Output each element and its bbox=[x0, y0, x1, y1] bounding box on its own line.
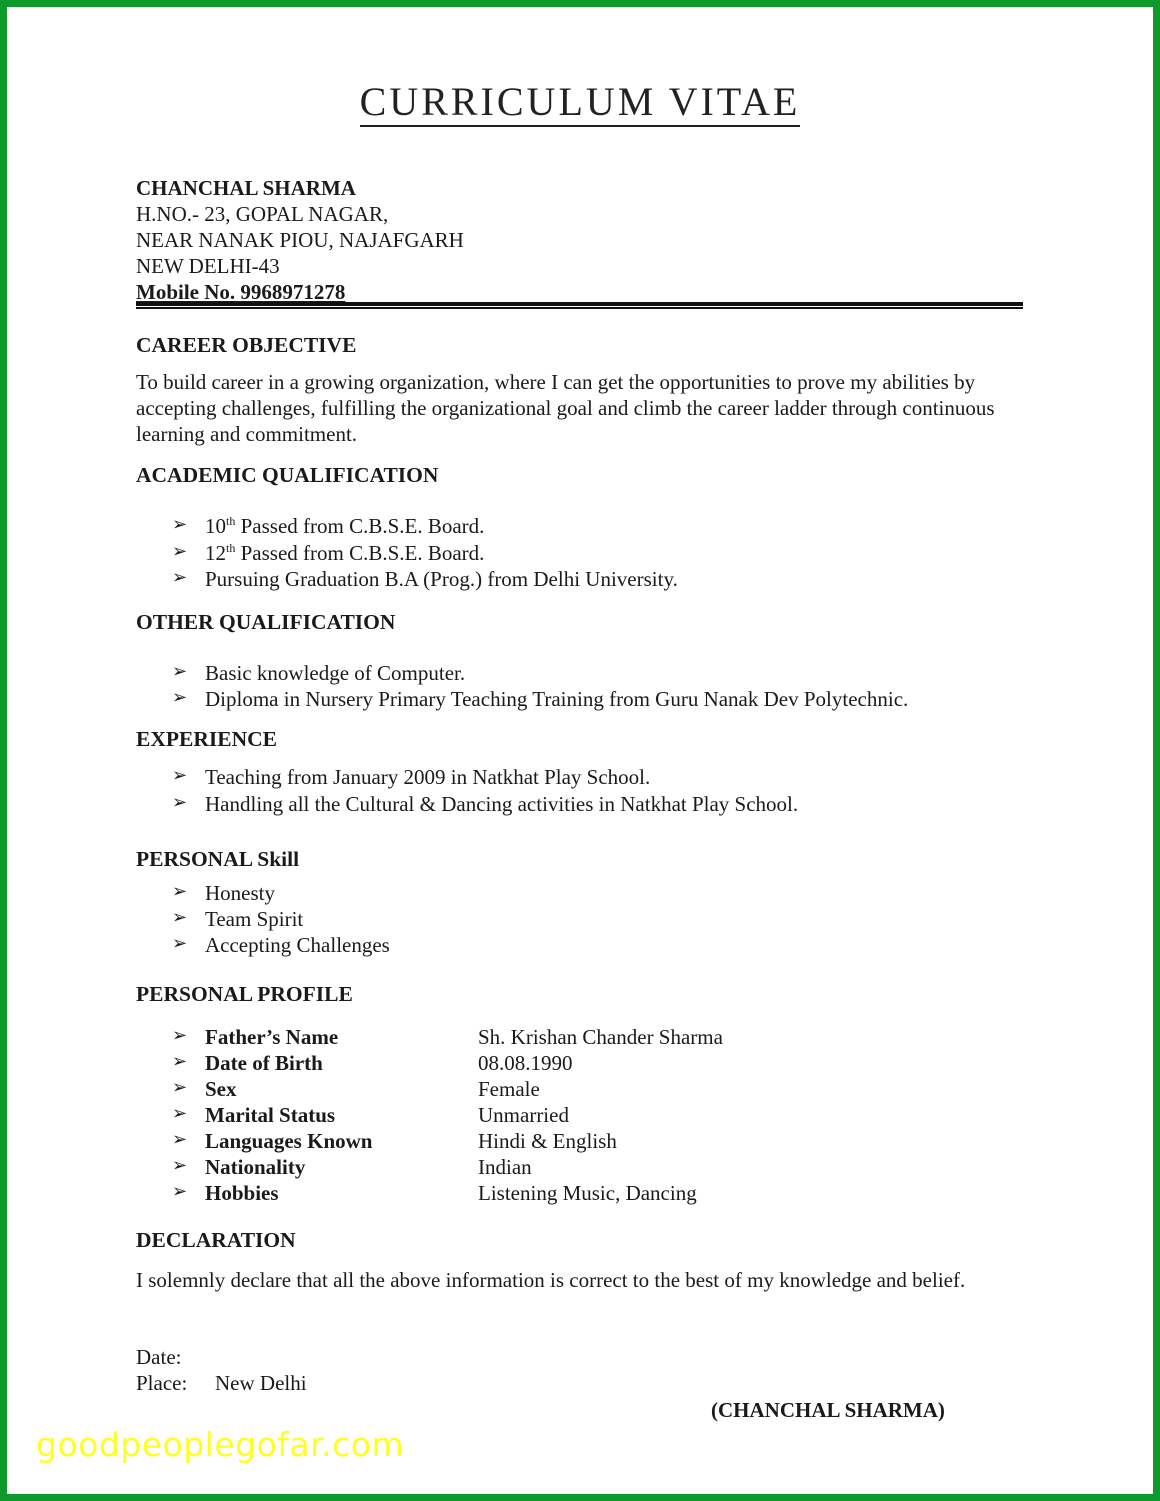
bullet-arrow-icon: ➢ bbox=[172, 765, 188, 785]
declaration-heading: DECLARATION bbox=[136, 1228, 296, 1252]
career-objective-heading: CAREER OBJECTIVE bbox=[136, 333, 357, 357]
declaration-text: I solemnly declare that all the above information is correct to the best of my knowledge and belief. bbox=[136, 1268, 966, 1292]
profile-key: Hobbies bbox=[205, 1181, 279, 1205]
career-objective-text: To build career in a growing organization, where I can get the opportunities to prove my abilities by accepting challenges, fulfilling the organizational goal and climb the career ladder through continuous learning and commitment. bbox=[136, 370, 995, 446]
place-label: Place: bbox=[136, 1371, 188, 1395]
academic-heading: ACADEMIC QUALIFICATION bbox=[136, 463, 439, 487]
bullet-arrow-icon: ➢ bbox=[172, 687, 188, 707]
address-line-1: H.NO.- 23, GOPAL NAGAR, bbox=[136, 202, 389, 226]
bullet-arrow-icon: ➢ bbox=[172, 792, 188, 812]
profile-value: Unmarried bbox=[478, 1103, 569, 1127]
profile-key: Father’s Name bbox=[205, 1025, 339, 1049]
date-label: Date: bbox=[136, 1345, 182, 1369]
profile-key: Nationality bbox=[205, 1155, 306, 1179]
profile-value: Indian bbox=[478, 1155, 532, 1179]
profile-value: Sh. Krishan Chander Sharma bbox=[478, 1025, 723, 1049]
address-line-3: NEW DELHI-43 bbox=[136, 254, 280, 278]
bullet-arrow-icon: ➢ bbox=[172, 1155, 188, 1175]
resume-page: CURRICULUM VITAE CHANCHAL SHARMA H.NO.- 23, GOPAL NAGAR, NEAR NANAK PIOU, NAJAFGARH NEW DELHI-43 Mobile No. 9968971278 CAREER OBJECTIVE To build career in a growing organization, where I can get the opportunities to prove my abilities by accepting challenges, fulfilling the organizational goal and climb the career ladder through continuous learning and commitment. ACADEMIC QUALIFICATION ➢ 10th Passed from C.B.S.E. Board. ➢ 12th Passed from C.B.S.E. Board. ➢ Pursuing Graduation B.A (Prog.) from Delhi University. OTHER QUALIFICATION ➢ Basic knowledge of Computer. ➢ Diploma in Nursery Primary Teaching Training from Guru Nanak Dev Polytechnic. EXPERIENCE ➢ Teaching from January 2009 in Natkhat Play School. ➢ Handling all the Cultural & Dancing activities in Natkhat Play School. PERSONAL Skill ➢ Honesty ➢ Team Spirit ➢ Accepting Challenges PERSONAL PROFILE ➢ Father’s Name Sh. Krishan Chander Sharma ➢ Date of Birth 08.08.1990 ➢ Sex Female ➢ Marital Status Unmarried ➢ Languages Known Hindi & English ➢ Nationality Indian ➢ Hobbies Listening Music, Dancing DECLARATION I solemnly declare that all the above information is correct to the best of my knowledge and belief. Date: Place: New Delhi (CHANCHAL SHARMA) goodpeoplegofar.com bbox=[0, 0, 1160, 1501]
bullet-arrow-icon: ➢ bbox=[172, 661, 188, 681]
experience-heading: EXPERIENCE bbox=[136, 727, 277, 751]
bullet-arrow-icon: ➢ bbox=[172, 881, 188, 901]
place-value: New Delhi bbox=[215, 1371, 307, 1395]
address-line-2: NEAR NANAK PIOU, NAJAFGARH bbox=[136, 228, 464, 252]
profile-value: 08.08.1990 bbox=[478, 1051, 573, 1075]
watermark: goodpeoplegofar.com bbox=[36, 1425, 405, 1464]
skills-heading: PERSONAL Skill bbox=[136, 847, 300, 871]
bullet-arrow-icon: ➢ bbox=[172, 1025, 188, 1045]
bullet-arrow-icon: ➢ bbox=[172, 907, 188, 927]
bullet-arrow-icon: ➢ bbox=[172, 1077, 188, 1097]
candidate-name: CHANCHAL SHARMA bbox=[136, 176, 356, 200]
title-text: CURRICULUM VITAE bbox=[360, 79, 801, 127]
bullet-arrow-icon: ➢ bbox=[172, 1051, 188, 1071]
bullet-arrow-icon: ➢ bbox=[172, 541, 188, 561]
other-qualification-heading: OTHER QUALIFICATION bbox=[136, 610, 396, 634]
profile-value: Hindi & English bbox=[478, 1129, 617, 1153]
profile-heading: PERSONAL PROFILE bbox=[136, 982, 353, 1006]
profile-key: Sex bbox=[205, 1077, 237, 1101]
bullet-arrow-icon: ➢ bbox=[172, 567, 188, 587]
profile-value: Female bbox=[478, 1077, 540, 1101]
signature: (CHANCHAL SHARMA) bbox=[711, 1398, 945, 1422]
profile-key: Date of Birth bbox=[205, 1051, 323, 1075]
bullet-arrow-icon: ➢ bbox=[172, 514, 188, 534]
bullet-arrow-icon: ➢ bbox=[172, 1181, 188, 1201]
bullet-arrow-icon: ➢ bbox=[172, 933, 188, 953]
profile-value: Listening Music, Dancing bbox=[478, 1181, 697, 1205]
profile-key: Languages Known bbox=[205, 1129, 373, 1153]
profile-key: Marital Status bbox=[205, 1103, 336, 1127]
mobile-number: Mobile No. 9968971278 bbox=[136, 280, 346, 304]
bullet-arrow-icon: ➢ bbox=[172, 1103, 188, 1123]
bullet-arrow-icon: ➢ bbox=[172, 1129, 188, 1149]
